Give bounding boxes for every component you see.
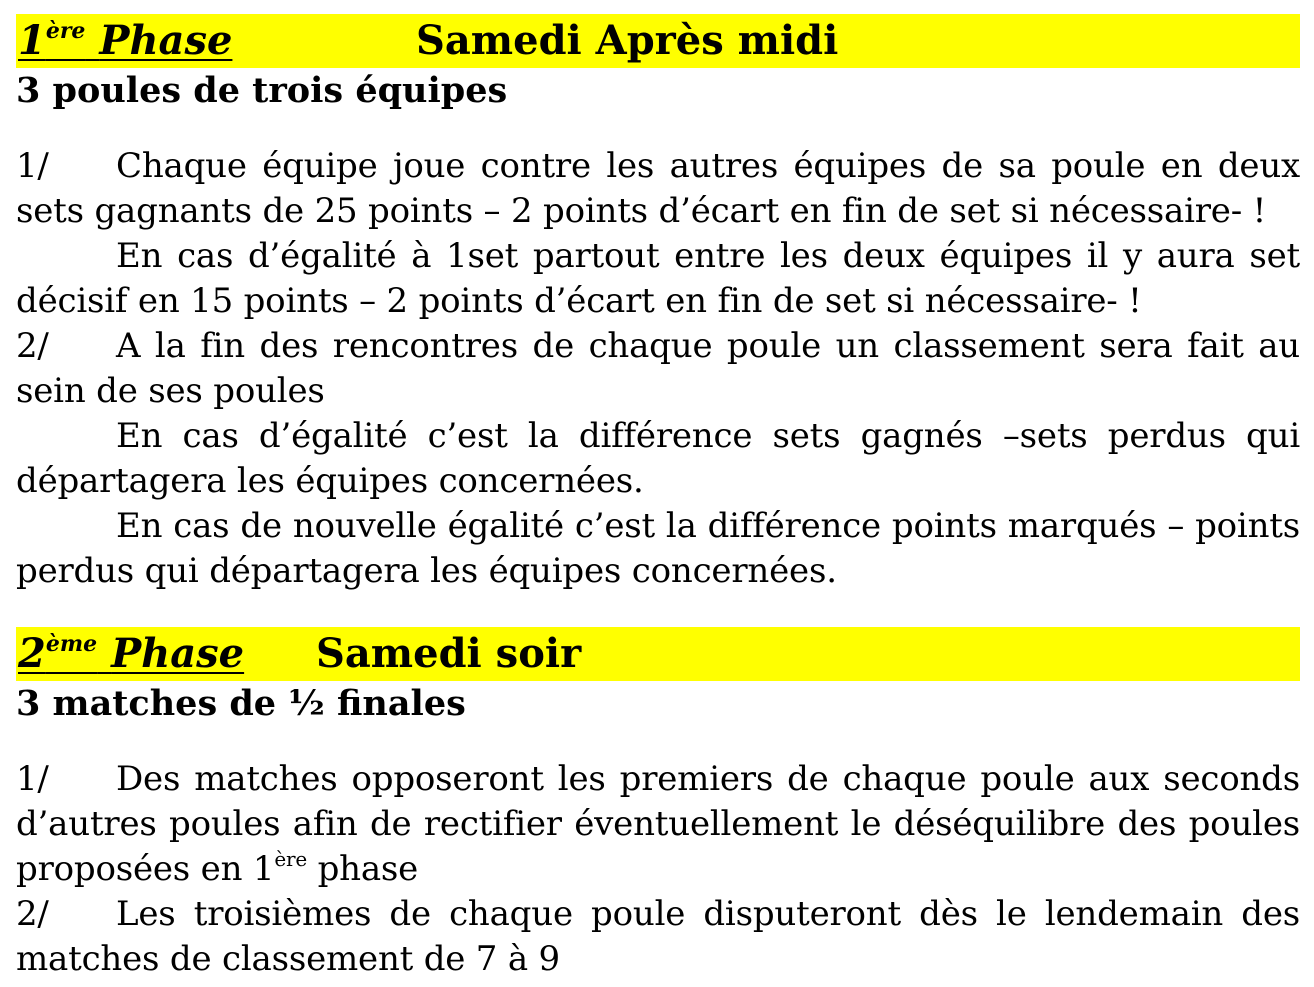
- phase1-schedule: Samedi Après midi: [416, 17, 839, 64]
- phase2-schedule: Samedi soir: [316, 630, 582, 677]
- phase2-header: [16, 627, 1300, 681]
- phase1-ordinal: ère: [45, 18, 86, 44]
- item-marker: 2/: [16, 894, 49, 934]
- phase2-title: 2ème Phase: [18, 630, 245, 677]
- phase1-item-1: 1/ Chaque équipe joue contre les autres équipes de sa poule en deux sets gagnants de 25 points – 2 points d’écart en fin de set si nécessaire- !: [16, 146, 1300, 231]
- phase1-title: 1ère Phase: [18, 17, 233, 64]
- phase1-item-2-second-tiebreak: En cas de nouvelle égalité c’est la différence points marqués – points perdus qui départagera les équipes concernées.: [16, 506, 1300, 591]
- item-marker: 1/: [16, 146, 49, 186]
- phase2-item-2: 2/ Les troisièmes de chaque poule disputeront dès le lendemain des matches de classement de 7 à 9: [16, 894, 1300, 979]
- phase1-item-1-tiebreak: En cas d’égalité à 1set partout entre les deux équipes il y aura set décisif en 15 points – 2 points d’écart en fin de set si nécessaire- !: [16, 236, 1300, 321]
- phase2-item-1: 1/ Des matches opposeront les premiers de chaque poule aux seconds d’autres poules afin de rectifier éventuellement le déséquilibre des poules proposées en 1ère phase: [16, 759, 1300, 889]
- phase2-ordinal: ème: [45, 631, 98, 657]
- item-marker: 2/: [16, 326, 49, 366]
- phase1-subtitle: 3 poules de trois équipes: [16, 70, 508, 111]
- document-page: [16, 14, 1300, 982]
- phase1-header: [16, 14, 1300, 68]
- phase1-item-2-tiebreak: En cas d’égalité c’est la différence sets gagnés –sets perdus qui départagera les équipes concernées.: [16, 416, 1300, 501]
- phase1-item-2: 2/ A la fin des rencontres de chaque poule un classement sera fait au sein de ses poules: [16, 326, 1300, 411]
- phase2-subtitle: 3 matches de ½ finales: [16, 683, 466, 724]
- item-marker: 1/: [16, 759, 49, 799]
